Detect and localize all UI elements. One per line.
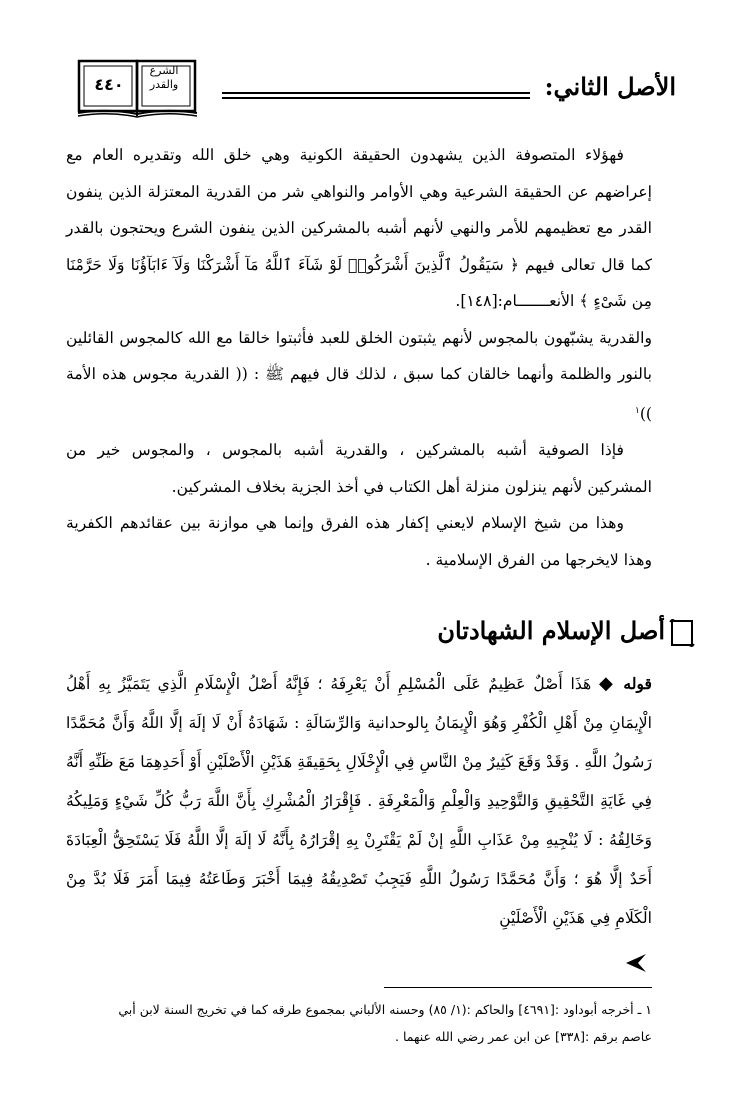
commentary-paragraph [66, 664, 652, 938]
page-number: ٤٤٠ [94, 75, 124, 94]
quote-close-icon [618, 952, 648, 974]
qawluh-label: قوله [623, 674, 652, 693]
paragraph: فإذا الصوفية أشبه بالمشركين ، والقدرية أشبه بالمجوس ، والمجوس خير من المشركين لأنهم ينزلون منزلة أهل الكتاب في أخذ الجزية بخلاف المشركين. [66, 441, 652, 496]
paragraph-text: والقدرية يشبّهون بالمجوس لأنهم يثبتون الخلق للعبد فأثبتوا خالقا مع الله كالمجوس القائلين بالنور والظلمة وأنهما خالقان كما سبق ، لذلك قال فيهم ﷺ : (( القدرية مجوس هذه الأمة )) [66, 328, 652, 423]
running-title: الأصل الثاني: [544, 72, 676, 101]
section-title: أصل الإسلام الشهادتان [437, 616, 665, 645]
scroll-icon [669, 618, 695, 648]
header-rule-lower [222, 97, 530, 99]
paragraph: فهؤلاء المتصوفة الذين يشهدون الحقيقة الكونية وهي خلق الله وتقديره العام مع إعراضهم عن الحقيقة الشرعية وهي الأوامر والنواهي شر من القدرية المعتزلة الذين ينفون القدر مع تعظيمهم للأمر والنهي لأنهم أشبه بالمشركين الذين ينفون الشرع ويحتجون بالقدر كما قال تعالى فيهم ﴿ سَيَقُولُ ٱلَّذِينَ أَشْرَكُوا۟ لَوْ شَآءَ ٱللَّهُ مَآ أَشْرَكْنَا وَلَآ ءَابَآؤُنَا وَلَا حَرَّمْنَا مِن شَىْءٍ ﴾ الأنعـــــــام:[١٤٨]. [66, 146, 652, 310]
paragraph [66, 320, 652, 433]
footnote-line: عاصم برقم :[٣٣٨] عن ابن عمر رضي الله عنهما . [395, 1029, 652, 1044]
page-header [76, 58, 676, 128]
topic-line-1: الشرع [149, 64, 179, 77]
footnote-separator [384, 987, 652, 988]
quoted-text: هَذَا أَصْلٌ عَظِيمٌ عَلَى الْمُسْلِمِ أَنْ يَعْرِفَهُ ؛ فَإِنَّهُ أَصْلُ الْإِسْلَامِ الَّذِي يَتَمَيَّزُ بِهِ أَهْلُ الْإِيمَانِ مِنْ أَهْلِ الْكُفْرِ وَهُوَ الْإِيمَانُ بِالوحدانية وَالرِّسَالَةِ : شَهَادَةُ أَنْ لَا إلَهَ إلَّا اللَّهُ وَأَنَّ مُحَمَّدًا رَسُولُ اللَّهِ . وَقَدْ وَقَعَ كَثِيرٌ مِنْ النَّاسِ فِي الْإِخْلَالِ بِحَقِيقَةِ هَذَيْنِ الْأَصْلَيْنِ أَوْ أَحَدِهِمَا مَعَ ظَنِّهِ أَنَّهُ فِي غَايَةِ التَّحْقِيقِ وَالتَّوْحِيدِ وَالْعِلْمِ وَالْمَعْرِفَةِ . فَإِقْرَارُ الْمُشْرِكِ بِأَنَّ اللَّهَ رَبُّ كُلِّ شَيْءٍ وَمَلِيكُهُ وَخَالِقُهُ : لَا يُنْجِيهِ مِنْ عَذَابِ اللَّهِ إنْ لَمْ يَقْتَرِنْ بِهِ إقْرَارُهُ بِأَنَّهُ لَا إلَهَ إلَّا اللَّهُ فَلَا يَسْتَحِقُّ الْعِبَادَةَ أَحَدٌ إلَّا هُوَ ؛ وَأَنَّ مُحَمَّدًا رَسُولُ اللَّهِ فَيَجِبُ تَصْدِيقُهُ فِيمَا أَخْبَرَ وَطَاعَتُهُ فِيمَا أَمَرَ فَلَا بُدَّ مِنْ الْكَلَامِ فِي هَذَيْنِ الْأَصْلَيْنِ [66, 675, 652, 927]
footnote-ref: ١ [634, 405, 640, 416]
footnotes [50, 996, 652, 1050]
footnote-line: ١ ـ أخرجه أبوداود :[٤٦٩١] والحاكم :(١/ ٨٥) وحسنه الألباني بمجموع طرقه كما في تخريج السنة لابن أبي [118, 1002, 652, 1017]
commentary-text [66, 664, 652, 938]
topic-label [138, 64, 190, 92]
topic-line-2: والقدر [149, 78, 179, 91]
header-rule [222, 92, 530, 94]
paragraph: وهذا من شيخ الإسلام لايعني إكفار هذه الفرق وإنما هي موازنة بين عقائدهم الكفرية وهذا لايخرجها من الفرق الإسلامية . [66, 514, 652, 569]
quote-open-icon: ◆ [598, 673, 616, 694]
main-text [66, 137, 652, 578]
section-heading [105, 614, 665, 658]
